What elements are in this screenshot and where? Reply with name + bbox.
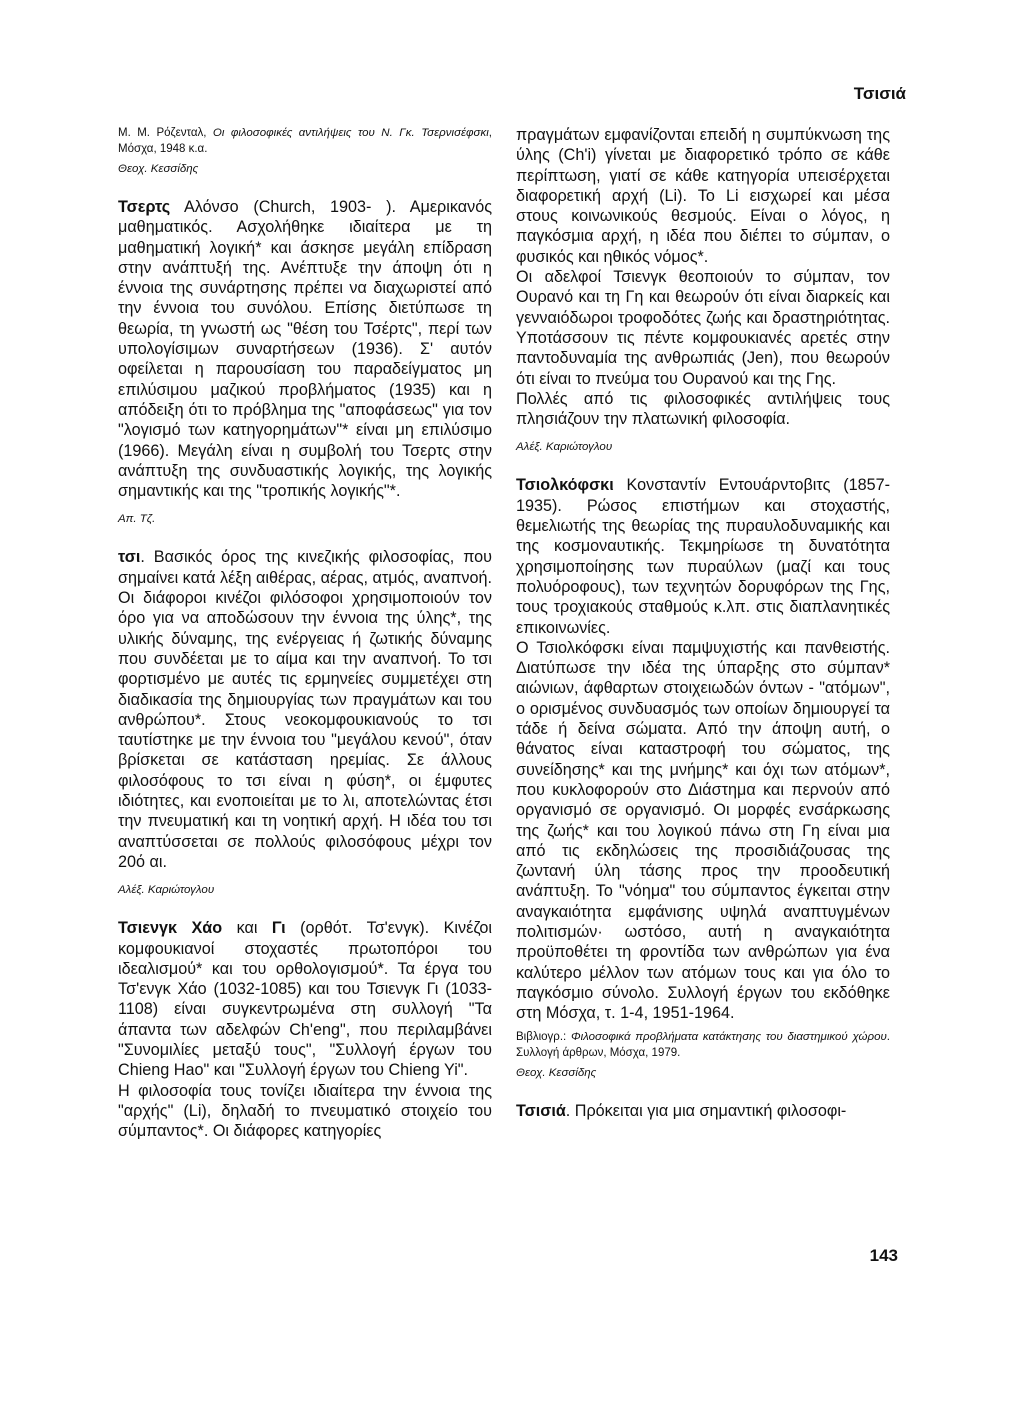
headword: Τσισιά <box>516 1102 566 1121</box>
author-signature: Θεοχ. Κεσσίδης <box>118 163 199 175</box>
entry-tsi: τσι. Βασικός όρος της κινεζικής φιλοσοφίας, που σημαίνει κατά λέξη αιθέρας, αέρας, ατμός, αναπνοή. Οι διάφοροι κινέζοι φιλόσοφοι χρησιμοποιούν τον όρο για να αποδώσουν την έννοια της ύλης*, της υλικής δύναμης, της ενέργειας ή ζωτικής δύναμης που συνδέεται με το αίμα και την αναπνοή. Το τσι φορτισμένο με αυτές τις ερμηνείες συμμετέχει στη διαδικασία της δημιουργίας των πραγμάτων και του ανθρώπου*. Στους νεοκομφουκιανούς το τσι ταυτίστηκε με την έννοια του "μεγάλου κενού", όταν βρίσκεται σε κατάσταση ηρεμίας. Σε άλλους φιλοσόφους το τσι είναι η φύση*, οι έμφυτες ιδιότητες, και ενοποιείται με το λι, αποτελώντας έτσι την πνευματική και τη νοητική αρχή. Η ιδέα του τσι αναπτύσσεται σε πολλούς φιλοσόφους μέχρι τον 20ό αι. <box>118 548 492 871</box>
paragraph: Η φιλοσοφία τους τονίζει ιδιαίτερα την έννοια της "αρχής" (Li), δηλαδή το πνευματικό στοιχείο του σύμπαντος*. Οι διάφορες κατηγορίες <box>118 1081 492 1141</box>
reference-title: Οι φιλοσοφικές αντιλήψεις του Ν. Γκ. Τσερνισέφσκι <box>212 127 489 139</box>
headword: Τσιενγκ Χάο <box>118 919 223 938</box>
headword: τσι <box>118 548 141 567</box>
paragraph: Ο Τσιολκόφσκι είναι παμψυχιστής και πανθειστής. Διατύπωσε την ιδέα της ύπαρξης στο σύμπαν* αιώνιων, άφθαρτων στοιχειωδών όντων - "ατόμων", ο ορισμένος συνδυασμός των οποίων δημιουργεί τα τάδε ή δείνα σώματα. Από την άποψη αυτή, ο θάνατος είναι καταστροφή του σώματος, της συνείδησης* και της μνήμης* και όχι των ατόμων*, που κυκλοφορούν στο Διάστημα και περνούν από οργανισμό σε οργανισμό. Οι μορφές ενσάρκωσης της ζωής* και του λογικού πάνω στη Γη είναι μια από τις εκδηλώσεις της προσιδιάζουσας της ζωντανή ύλη τάσης προς την προοδευτική ανάπτυξη. Το "νόημα" του σύμπαντος έγκειται στην αναγκαιότητα εμφάνισης υψηλά αναπτυγμένων πολιτισμών· ωστόσο, αυτή η αναγκαιότητα προϋποθέτει τη φροντίδα των ανθρώπων για ένα καλύτερο μέλλον των ατόμων τους και για όλο το παγκόσμιο σύνολο. Συλλογή έργων του εκδόθηκε στη Μόσχα, τ. 1-4, 1951-1964. <box>516 638 890 1023</box>
headword: Τσιολκόφσκι <box>516 476 614 495</box>
right-column <box>516 125 890 1122</box>
entry-tsiolkovsky: Τσιολκόφσκι Κονσταντίν Εντουάρντοβιτς (1857-1935). Ρώσος επιστήμων και στοχαστής, θεμελιωτής της θεωρίας της πυραυλοδυναμικής και της κοσμοναυτικής. Τεκμηρίωσε τη δυνατότητα χρησιμοποίησης των πυραύλων (μαζί και τους πολυόροφους), των τεχνητών δορυφόρων της Γης, τους τροχιακούς σταθμούς κ.λπ. στις διαπλανητικές επικοινωνίες. <box>516 476 890 637</box>
author-signature: Θεοχ. Κεσσίδης <box>516 1067 597 1080</box>
reference-entry: Μ. Μ. Ρόζενταλ, Οι φιλοσοφικές αντιλήψεις του Ν. Γκ. Τσερνισέφσκι, Μόσχα, 1948 κ.α. <box>118 127 492 155</box>
left-column <box>118 125 492 1141</box>
author-signature: Αλέξ. Καριώτογλου <box>118 884 215 897</box>
paragraph: πραγμάτων εμφανίζονται επειδή η συμπύκνωση της ύλης (Ch'i) γίνεται με διαφορετικό τρόπο σε κάθε περίπτωση, γιατί σε κάθε κατηγορία υπεισέρχεται διαφορετική αρχή (Li). Το Li εισχωρεί και μέσα στους κοινωνικούς θεσμούς. Είναι ο λόγος, η παγκόσμια αρχή, η ιδέα που διέπει το σύμπαν, ο φυσικός και ηθικός νόμος*. <box>516 126 890 266</box>
reference-title: Φιλοσοφικά προβλήματα κατάκτησης του διαστημικού χώρου <box>570 1031 887 1044</box>
headword: Γι <box>271 919 286 938</box>
author-signature: Αλέξ. Καριώτογλου <box>516 441 613 454</box>
bibliography: Βιβλιογρ.: Φιλοσοφικά προβλήματα κατάκτησης του διαστημικού χώρου. Συλλογή άρθρων, Μόσχα, 1979. <box>516 1031 890 1060</box>
entry-cheng: Τσιενγκ Χάο και Γι (ορθότ. Τσ'ενγκ). Κινέζοι κομφουκιανοί στοχαστές πρωτοπόροι του ιδεαλισμού* και του ορθολογισμού*. Τα έργα του Τσ'ενγκ Χάο (1032-1085) και του Τσιενγκ Γι (1033-1108) είναι συγκεντρωμένα στη συλλογή "Τα άπαντα των αδελφών Ch'eng", που περιλαμβάνει "Συνομιλίες μεταξύ τους", "Συλλογή έργων του Chieng Hao" και "Συλλογή έργων του Chieng Yi". <box>118 919 492 1080</box>
running-head: Τσισιά <box>853 84 906 103</box>
page-number: 143 <box>869 1246 898 1265</box>
author-signature: Απ. Τζ. <box>118 513 156 526</box>
paragraph: Πολλές από τις φιλοσοφικές αντιλήψεις τους πλησιάζουν την πλατωνική φιλοσοφία. <box>516 389 890 429</box>
entry-tsisia: Τσισιά. Πρόκειται για μια σημαντική φιλοσοφι- <box>516 1102 847 1121</box>
entry-church: Τσερτς Αλόνσο (Church, 1903- ). Αμερικανός μαθηματικός. Ασχολήθηκε ιδιαίτερα με τη μαθηματική λογική* και άσκησε μεγάλη επίδραση στην ανάπτυξή της. Ανέπτυξε την άποψη ότι η έννοια της συνάρτησης πρέπει να διαχωριστεί από την έννοια του συνόλου. Επίσης διετύπωσε τη θεωρία, τη γνωστή ως "θέση του Τσέρτς", περί των υπολογίσιμων συναρτήσεων (1936). Σ' αυτόν οφείλεται η παρουσίαση του παραδείγματος μη επιλύσιμου μαζικού προβλήματος (1935) και η απόδειξη ότι το πρόβλημα της "αποφάσεως" για τον "λογισμό των κατηγορημάτων"* είναι μη επιλύσιμο (1966). Μεγάλη είναι η συμβολή του Τσερτς στην ανάπτυξη της συνδυαστικής λογικής, της λογικής σημαντικής και της "τροπικής λογικής"*. <box>118 198 492 501</box>
headword: Τσερτς <box>118 198 171 216</box>
paragraph: Οι αδελφοί Τσιενγκ θεοποιούν το σύμπαν, τον Ουρανό και τη Γη και θεωρούν ότι είναι διαρκείς και γενναιόδωροι τροφοδότες ζωής και δραστηριότητας. Υποτάσσουν τις πέντε κομφουκιανές αρετές στην παντοδυναμία της ανθρωπιάς (Jen), που θεωρούν ότι είναι το πνεύμα του Ουρανού και της Γης. <box>516 268 890 388</box>
